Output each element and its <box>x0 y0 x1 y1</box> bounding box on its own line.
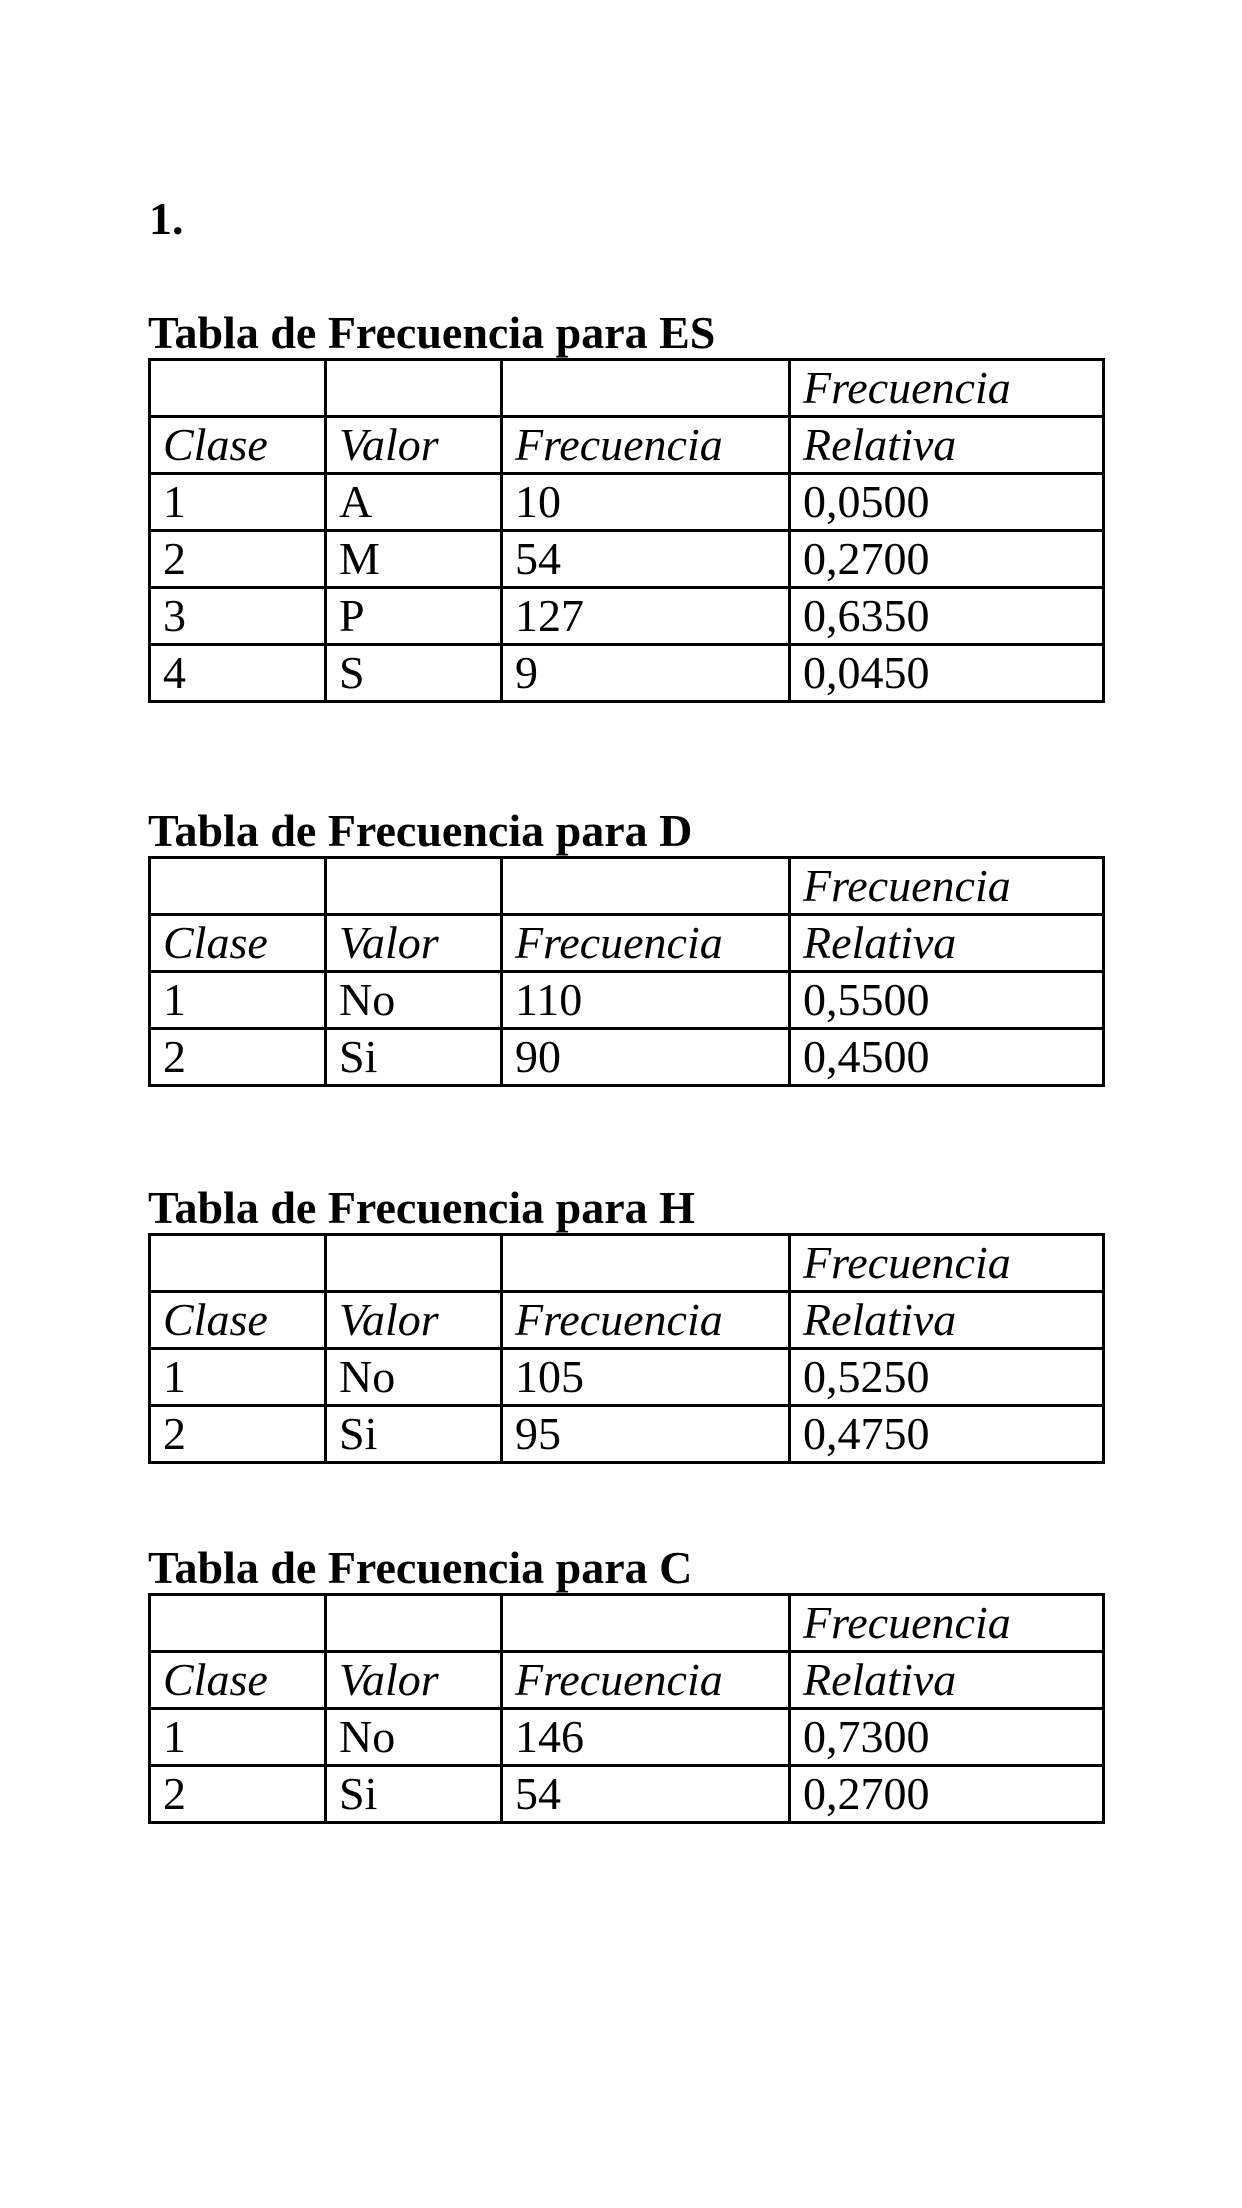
header-row <box>150 360 1104 417</box>
header-row <box>150 1235 1104 1292</box>
header-cell <box>502 1595 790 1652</box>
frequency-table-c <box>148 1593 1105 1824</box>
cell-valor: Si <box>326 1406 502 1463</box>
frequency-section-h <box>148 1183 1102 1464</box>
frequency-table-es <box>148 358 1105 703</box>
header-cell-clase: Clase <box>150 417 326 474</box>
cell-clase: 1 <box>150 1709 326 1766</box>
header-cell <box>502 360 790 417</box>
header-cell <box>326 1595 502 1652</box>
cell-clase: 1 <box>150 1349 326 1406</box>
frequency-section-c <box>148 1543 1102 1824</box>
cell-frecuencia: 90 <box>502 1029 790 1086</box>
page-number: 1. <box>149 193 184 244</box>
cell-valor: No <box>326 972 502 1029</box>
table-row <box>150 972 1104 1029</box>
header-cell <box>326 360 502 417</box>
cell-relativa: 0,0500 <box>790 474 1104 531</box>
cell-frecuencia: 110 <box>502 972 790 1029</box>
header-cell <box>150 1595 326 1652</box>
cell-clase: 2 <box>150 1766 326 1823</box>
header-cell-clase: Clase <box>150 915 326 972</box>
cell-valor: No <box>326 1709 502 1766</box>
header-cell <box>326 1235 502 1292</box>
cell-clase: 3 <box>150 588 326 645</box>
header-cell-frecuencia: Frecuencia <box>790 360 1104 417</box>
cell-frecuencia: 105 <box>502 1349 790 1406</box>
header-cell-clase: Clase <box>150 1652 326 1709</box>
cell-relativa: 0,2700 <box>790 531 1104 588</box>
cell-valor: M <box>326 531 502 588</box>
cell-clase: 2 <box>150 1029 326 1086</box>
header-cell-relativa: Relativa <box>790 417 1104 474</box>
cell-valor: No <box>326 1349 502 1406</box>
header-row <box>150 1595 1104 1652</box>
cell-relativa: 0,5500 <box>790 972 1104 1029</box>
header-cell-frecuencia: Frecuencia <box>790 1235 1104 1292</box>
table-row <box>150 1406 1104 1463</box>
header-cell-valor: Valor <box>326 1292 502 1349</box>
header-cell-frecuencia: Frecuencia <box>502 1652 790 1709</box>
cell-valor: A <box>326 474 502 531</box>
header-cell <box>150 858 326 915</box>
table-row <box>150 531 1104 588</box>
header-row <box>150 417 1104 474</box>
cell-clase: 1 <box>150 474 326 531</box>
table-row <box>150 1349 1104 1406</box>
cell-valor: S <box>326 645 502 702</box>
table-title: Tabla de Frecuencia para D <box>148 805 693 856</box>
header-cell <box>502 858 790 915</box>
table-row <box>150 1029 1104 1086</box>
header-cell <box>150 360 326 417</box>
header-cell <box>502 1235 790 1292</box>
cell-clase: 2 <box>150 1406 326 1463</box>
cell-relativa: 0,4500 <box>790 1029 1104 1086</box>
cell-frecuencia: 95 <box>502 1406 790 1463</box>
header-cell-frecuencia: Frecuencia <box>790 858 1104 915</box>
header-cell <box>326 858 502 915</box>
table-row <box>150 474 1104 531</box>
cell-clase: 4 <box>150 645 326 702</box>
frequency-table-h <box>148 1233 1105 1464</box>
cell-clase: 2 <box>150 531 326 588</box>
cell-relativa: 0,0450 <box>790 645 1104 702</box>
header-row <box>150 1652 1104 1709</box>
table-title: Tabla de Frecuencia para C <box>148 1542 693 1593</box>
table-title: Tabla de Frecuencia para H <box>148 1182 695 1233</box>
table-row <box>150 645 1104 702</box>
cell-valor: P <box>326 588 502 645</box>
table-title: Tabla de Frecuencia para ES <box>148 307 716 358</box>
header-cell-frecuencia: Frecuencia <box>502 1292 790 1349</box>
cell-frecuencia: 127 <box>502 588 790 645</box>
cell-frecuencia: 146 <box>502 1709 790 1766</box>
table-row <box>150 1709 1104 1766</box>
cell-frecuencia: 9 <box>502 645 790 702</box>
cell-relativa: 0,5250 <box>790 1349 1104 1406</box>
header-cell-valor: Valor <box>326 417 502 474</box>
header-cell-frecuencia: Frecuencia <box>502 417 790 474</box>
cell-valor: Si <box>326 1766 502 1823</box>
header-cell-valor: Valor <box>326 1652 502 1709</box>
header-row <box>150 1292 1104 1349</box>
header-cell-relativa: Relativa <box>790 1292 1104 1349</box>
header-row <box>150 858 1104 915</box>
cell-frecuencia: 54 <box>502 1766 790 1823</box>
cell-relativa: 0,2700 <box>790 1766 1104 1823</box>
header-cell <box>150 1235 326 1292</box>
frequency-table-d <box>148 856 1105 1087</box>
header-cell-frecuencia: Frecuencia <box>502 915 790 972</box>
table-row <box>150 588 1104 645</box>
frequency-section-es <box>148 308 1102 703</box>
cell-valor: Si <box>326 1029 502 1086</box>
cell-clase: 1 <box>150 972 326 1029</box>
cell-frecuencia: 54 <box>502 531 790 588</box>
header-cell-clase: Clase <box>150 1292 326 1349</box>
table-row <box>150 1766 1104 1823</box>
header-cell-frecuencia: Frecuencia <box>790 1595 1104 1652</box>
cell-relativa: 0,4750 <box>790 1406 1104 1463</box>
header-cell-valor: Valor <box>326 915 502 972</box>
cell-relativa: 0,7300 <box>790 1709 1104 1766</box>
header-cell-relativa: Relativa <box>790 1652 1104 1709</box>
cell-relativa: 0,6350 <box>790 588 1104 645</box>
header-cell-relativa: Relativa <box>790 915 1104 972</box>
header-row <box>150 915 1104 972</box>
cell-frecuencia: 10 <box>502 474 790 531</box>
frequency-section-d <box>148 806 1102 1087</box>
